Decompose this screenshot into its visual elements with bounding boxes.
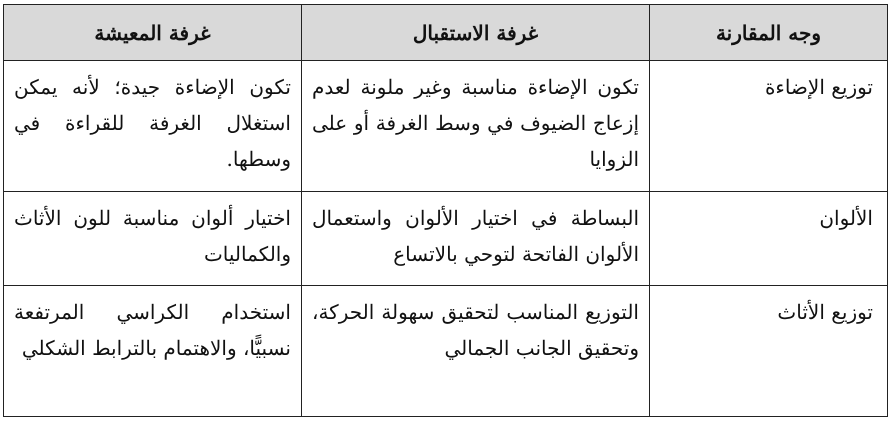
header-reception-room: غرفة الاستقبال <box>302 5 650 61</box>
table-header <box>4 5 888 61</box>
cell-reception-colors: البساطة في اختيار الألوان واستعمال الألوان الفاتحة لتوحي بالاتساع <box>302 192 650 286</box>
table-row-lighting <box>4 61 888 192</box>
cell-living-lighting: تكون الإضاءة جيدة؛ لأنه يمكن استغلال الغرفة للقراءة في وسطها. <box>4 61 302 192</box>
cell-aspect-lighting: توزيع الإضاءة <box>650 61 888 192</box>
table-row-colors <box>4 192 888 286</box>
table-row-furniture <box>4 286 888 417</box>
table-body <box>4 61 888 417</box>
cell-aspect-colors: الألوان <box>650 192 888 286</box>
header-row <box>4 5 888 61</box>
header-aspect: وجه المقارنة <box>650 5 888 61</box>
cell-aspect-furniture: توزيع الأثاث <box>650 286 888 417</box>
cell-reception-furniture: التوزيع المناسب لتحقيق سهولة الحركة، وتحقيق الجانب الجمالي <box>302 286 650 417</box>
header-living-room: غرفة المعيشة <box>4 5 302 61</box>
cell-living-furniture: استخدام الكراسي المرتفعة نسبيًّا، والاهتمام بالترابط الشكلي <box>4 286 302 417</box>
cell-reception-lighting: تكون الإضاءة مناسبة وغير ملونة لعدم إزعاج الضيوف في وسط الغرفة أو على الزوايا <box>302 61 650 192</box>
cell-living-colors: اختيار ألوان مناسبة للون الأثاث والكماليات <box>4 192 302 286</box>
comparison-table <box>3 4 888 417</box>
